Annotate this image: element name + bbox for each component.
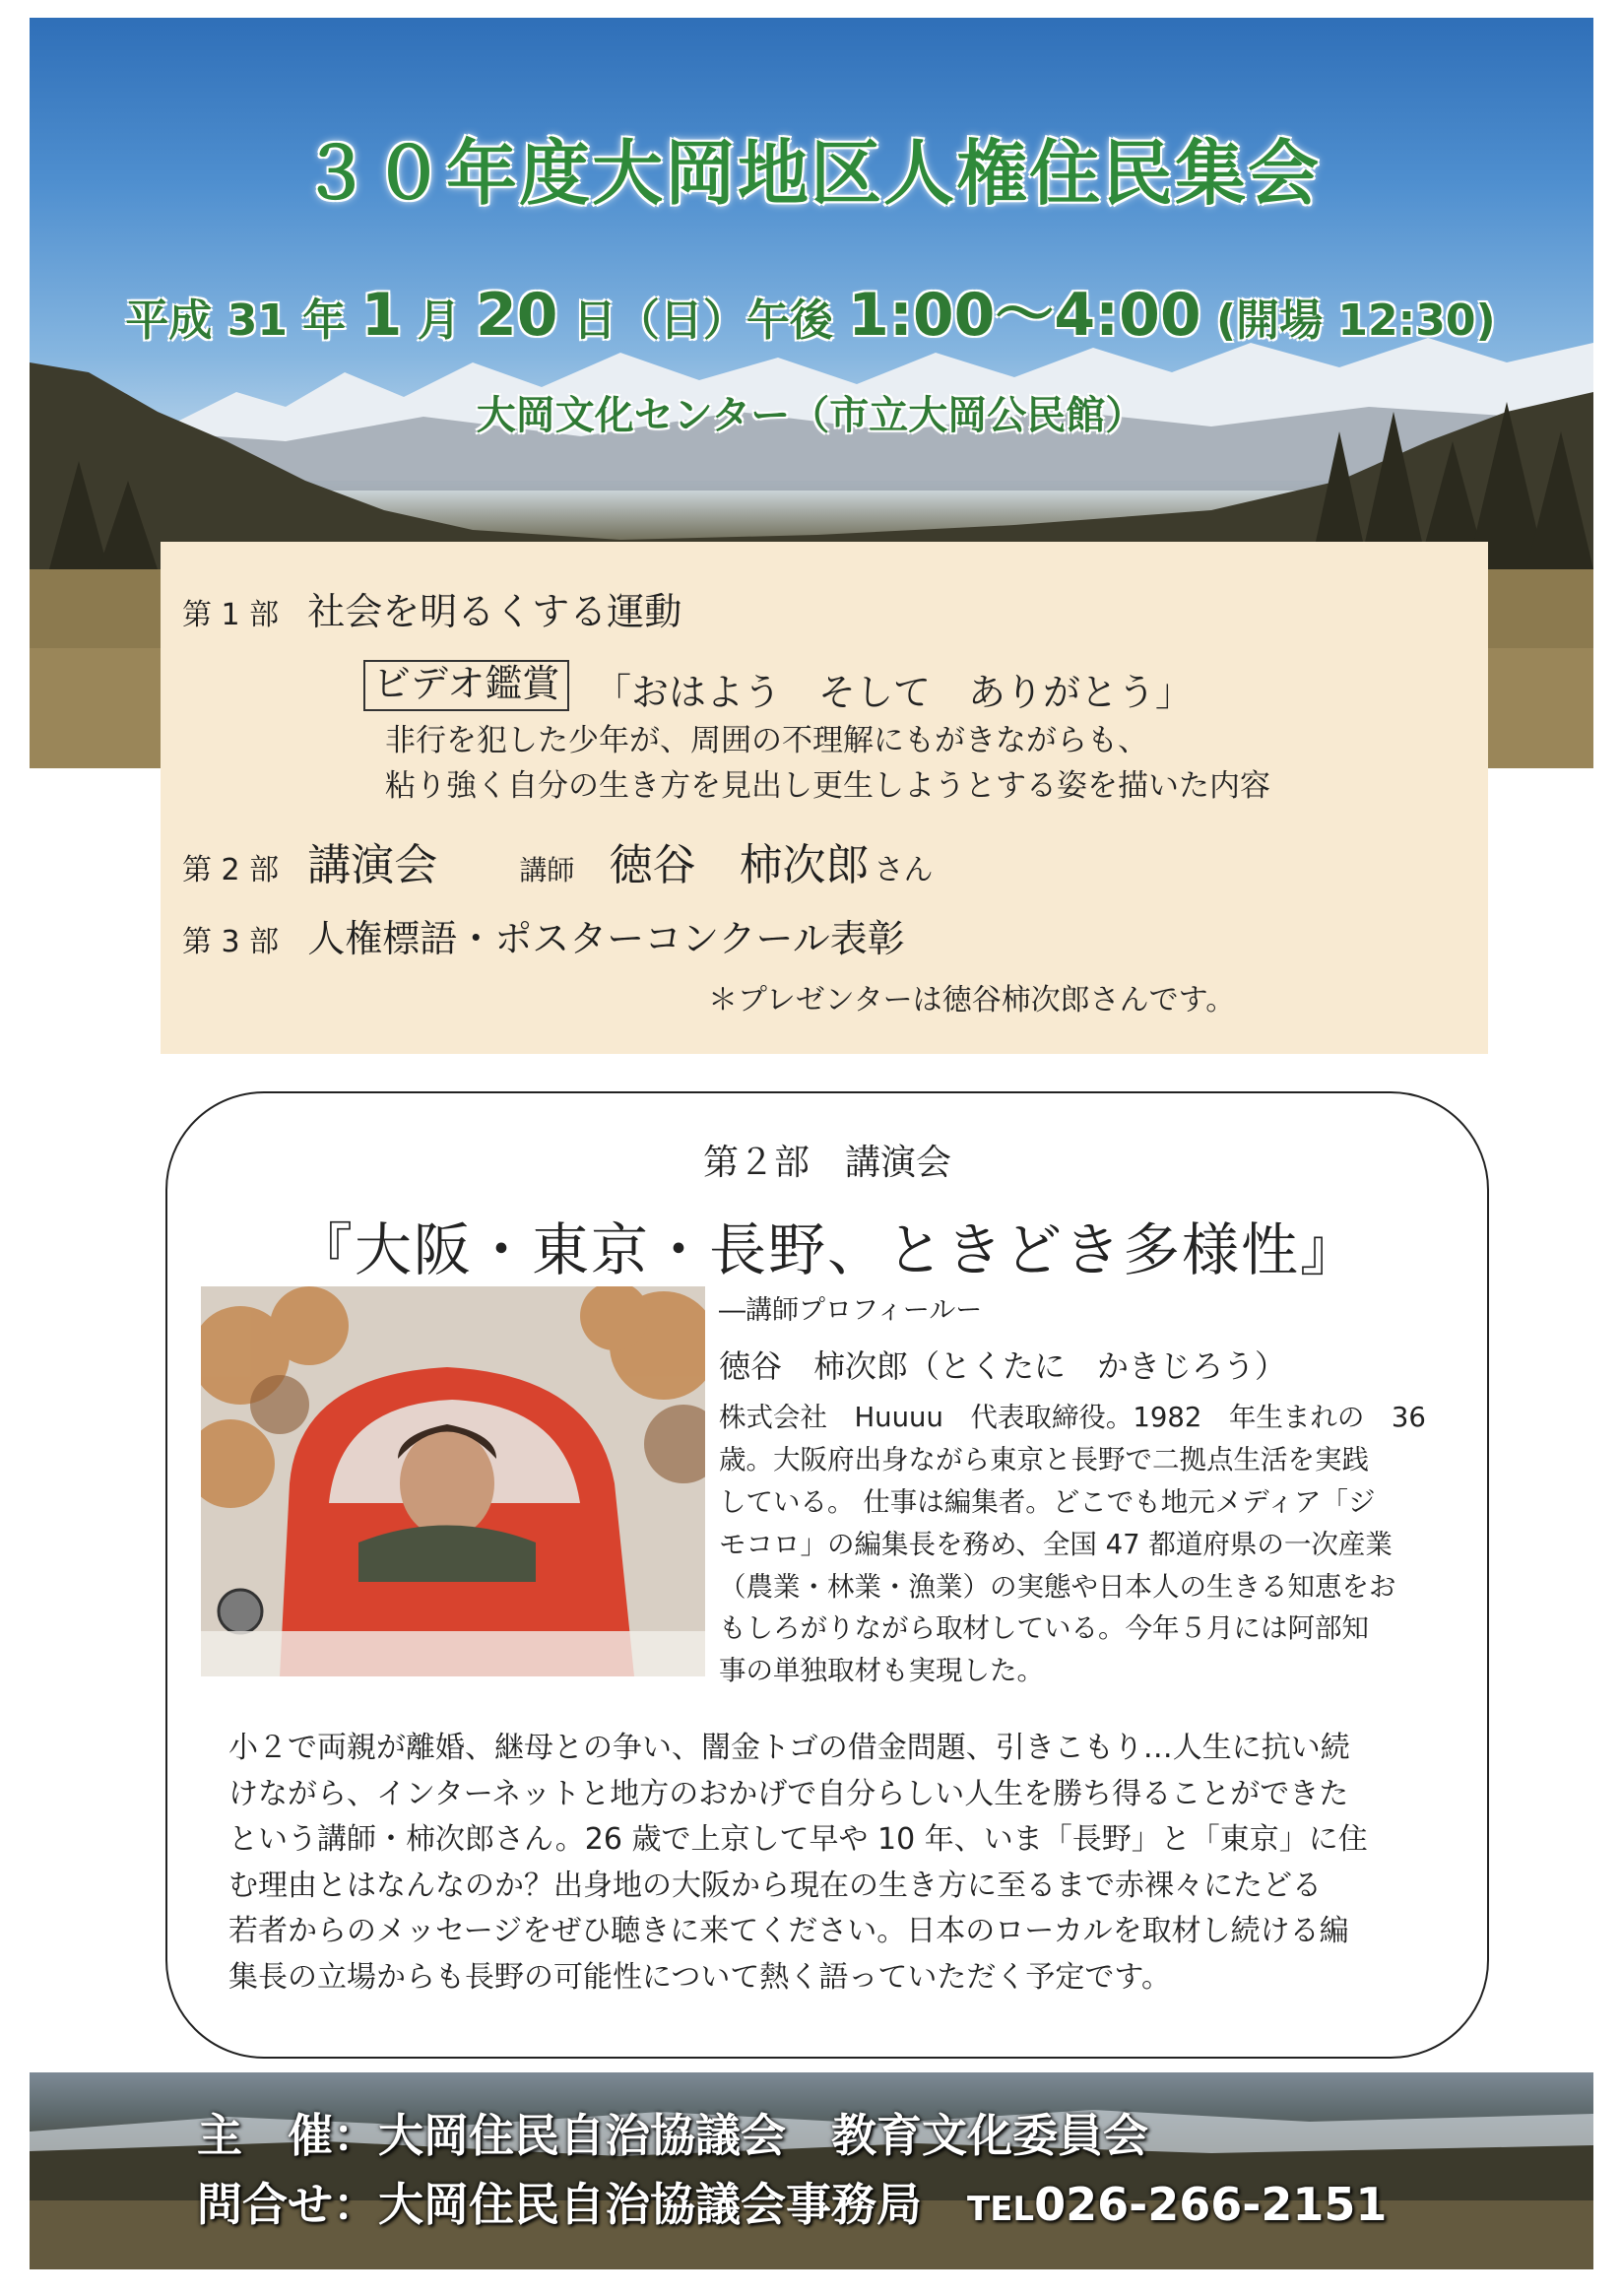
program-part-1 [182,581,681,635]
program-part-3 [182,908,905,962]
profile-line: 歳。大阪府出身ながら東京と長野で二拠点生活を実践 [719,1443,1369,1476]
tel-number: 026-266-2151 [1034,2178,1388,2231]
profile-name: 徳谷 柿次郎（とくたに かきじろう） [719,1347,1287,1385]
lecturer-name: 徳谷 柿次郎 [609,840,870,890]
video-description-line-2: 粘り強く自分の生き方を見出し更生しようとする姿を描いた内容 [385,768,1270,804]
venue: 大岡文化センター（市立大岡公民館） [476,393,1145,438]
contact-office: 問合せ：大岡住民自治協議会事務局 [197,2178,922,2231]
profile-body [719,1397,1467,1692]
part-1-text: 社会を明るくする運動 [307,590,682,633]
program-part-2 [182,829,934,892]
video-title: 「おはよう そして ありがとう」 [594,671,1194,714]
profile-line: もしろがりながら取材している。今年５月には阿部知 [719,1612,1369,1645]
lecturer-honorific: さん [874,853,934,887]
profile-line: （農業・林業・漁業）の実態や日本人の生きる知恵をお [719,1570,1396,1603]
red-car-photo-illustration [201,1286,705,1676]
organizer: 主 催：大岡住民自治協議会 教育文化委員会 [197,2109,1148,2162]
doors-open: (開場 12:30) [1215,295,1496,346]
lecturer-face [400,1429,494,1538]
part-3-text: 人権標語・ポスターコンクール表彰 [307,917,905,960]
lecturer-label: 講師 [519,854,575,886]
date-day: 20 [476,281,558,350]
car-mirror [219,1590,262,1633]
description-line: 小２で両親が離婚、継母との争い、闇金トゴの借金問題、引きこもり…人生に抗い続 [228,1731,1350,1765]
date-month: 1 [360,281,403,350]
part-2-label: 第 2 部 [182,853,280,887]
date-day-unit: 日（日）午後 [572,295,833,346]
description-line: む理由とはなんなのか？出身地の大阪から現在の生き方に至るまで赤裸々にたどる [228,1868,1322,1903]
lecture-subtitle: 第２部 講演会 [702,1143,951,1183]
lecture-description [228,1726,1459,2001]
profile-line: している。 仕事は編集者。どこでも地元メディア「ジ [719,1485,1376,1518]
description-line: 集長の立場からも長野の可能性について熱く語っていただく予定です。 [228,1959,1171,1995]
video-description-line-1: 非行を犯した少年が、周囲の不理解にもがきながらも、 [385,723,1148,758]
part-3-label: 第 3 部 [182,925,280,959]
footer-photo [30,2072,1593,2269]
part-1-label: 第 1 部 [182,598,280,632]
lecturer-photo [201,1286,705,1676]
program-box [161,542,1488,1054]
part-2-text: 講演会 [307,840,438,890]
page-title: ３０年度大岡地区人権住民集会 [299,132,1321,215]
profile-heading: ―講師プロフィールー [719,1295,983,1326]
date-era-year: 平成 31 年 [125,295,347,346]
description-line: けながら、インターネットと地方のおかげで自分らしい人生を勝ち得ることができた [228,1776,1349,1811]
profile-line: モコロ」の編集長を務め、全国 47 都道府県の一次産業 [719,1528,1393,1560]
lecture-panel [165,1091,1489,2059]
description-line: という講師・柿次郎さん。26 歳で上京して早や 10 年、いま「長野」と「東京」に住 [228,1822,1368,1857]
event-datetime [0,268,1621,353]
date-month-unit: 月 [417,295,461,346]
description-line: 若者からのメッセージをぜひ聴きに来てください。日本のローカルを取材し続ける編 [228,1914,1349,1948]
lecturer-jacket [358,1526,536,1583]
time-range: 1:00〜4:00 [848,281,1201,350]
profile-line: 株式会社 Huuuu 代表取締役。1982 年生まれの 36 [719,1402,1426,1433]
video-badge: ビデオ鑑賞 [363,660,569,711]
contact [197,2169,1387,2234]
lecture-title: 『大阪・東京・長野、ときどき多様性』 [294,1216,1359,1283]
tel-label: TEL [967,2190,1035,2229]
presenter-note: ＊プレゼンターは徳谷柿次郎さんです。 [708,983,1236,1017]
profile-line: 事の単独取材も実現した。 [719,1655,1044,1687]
